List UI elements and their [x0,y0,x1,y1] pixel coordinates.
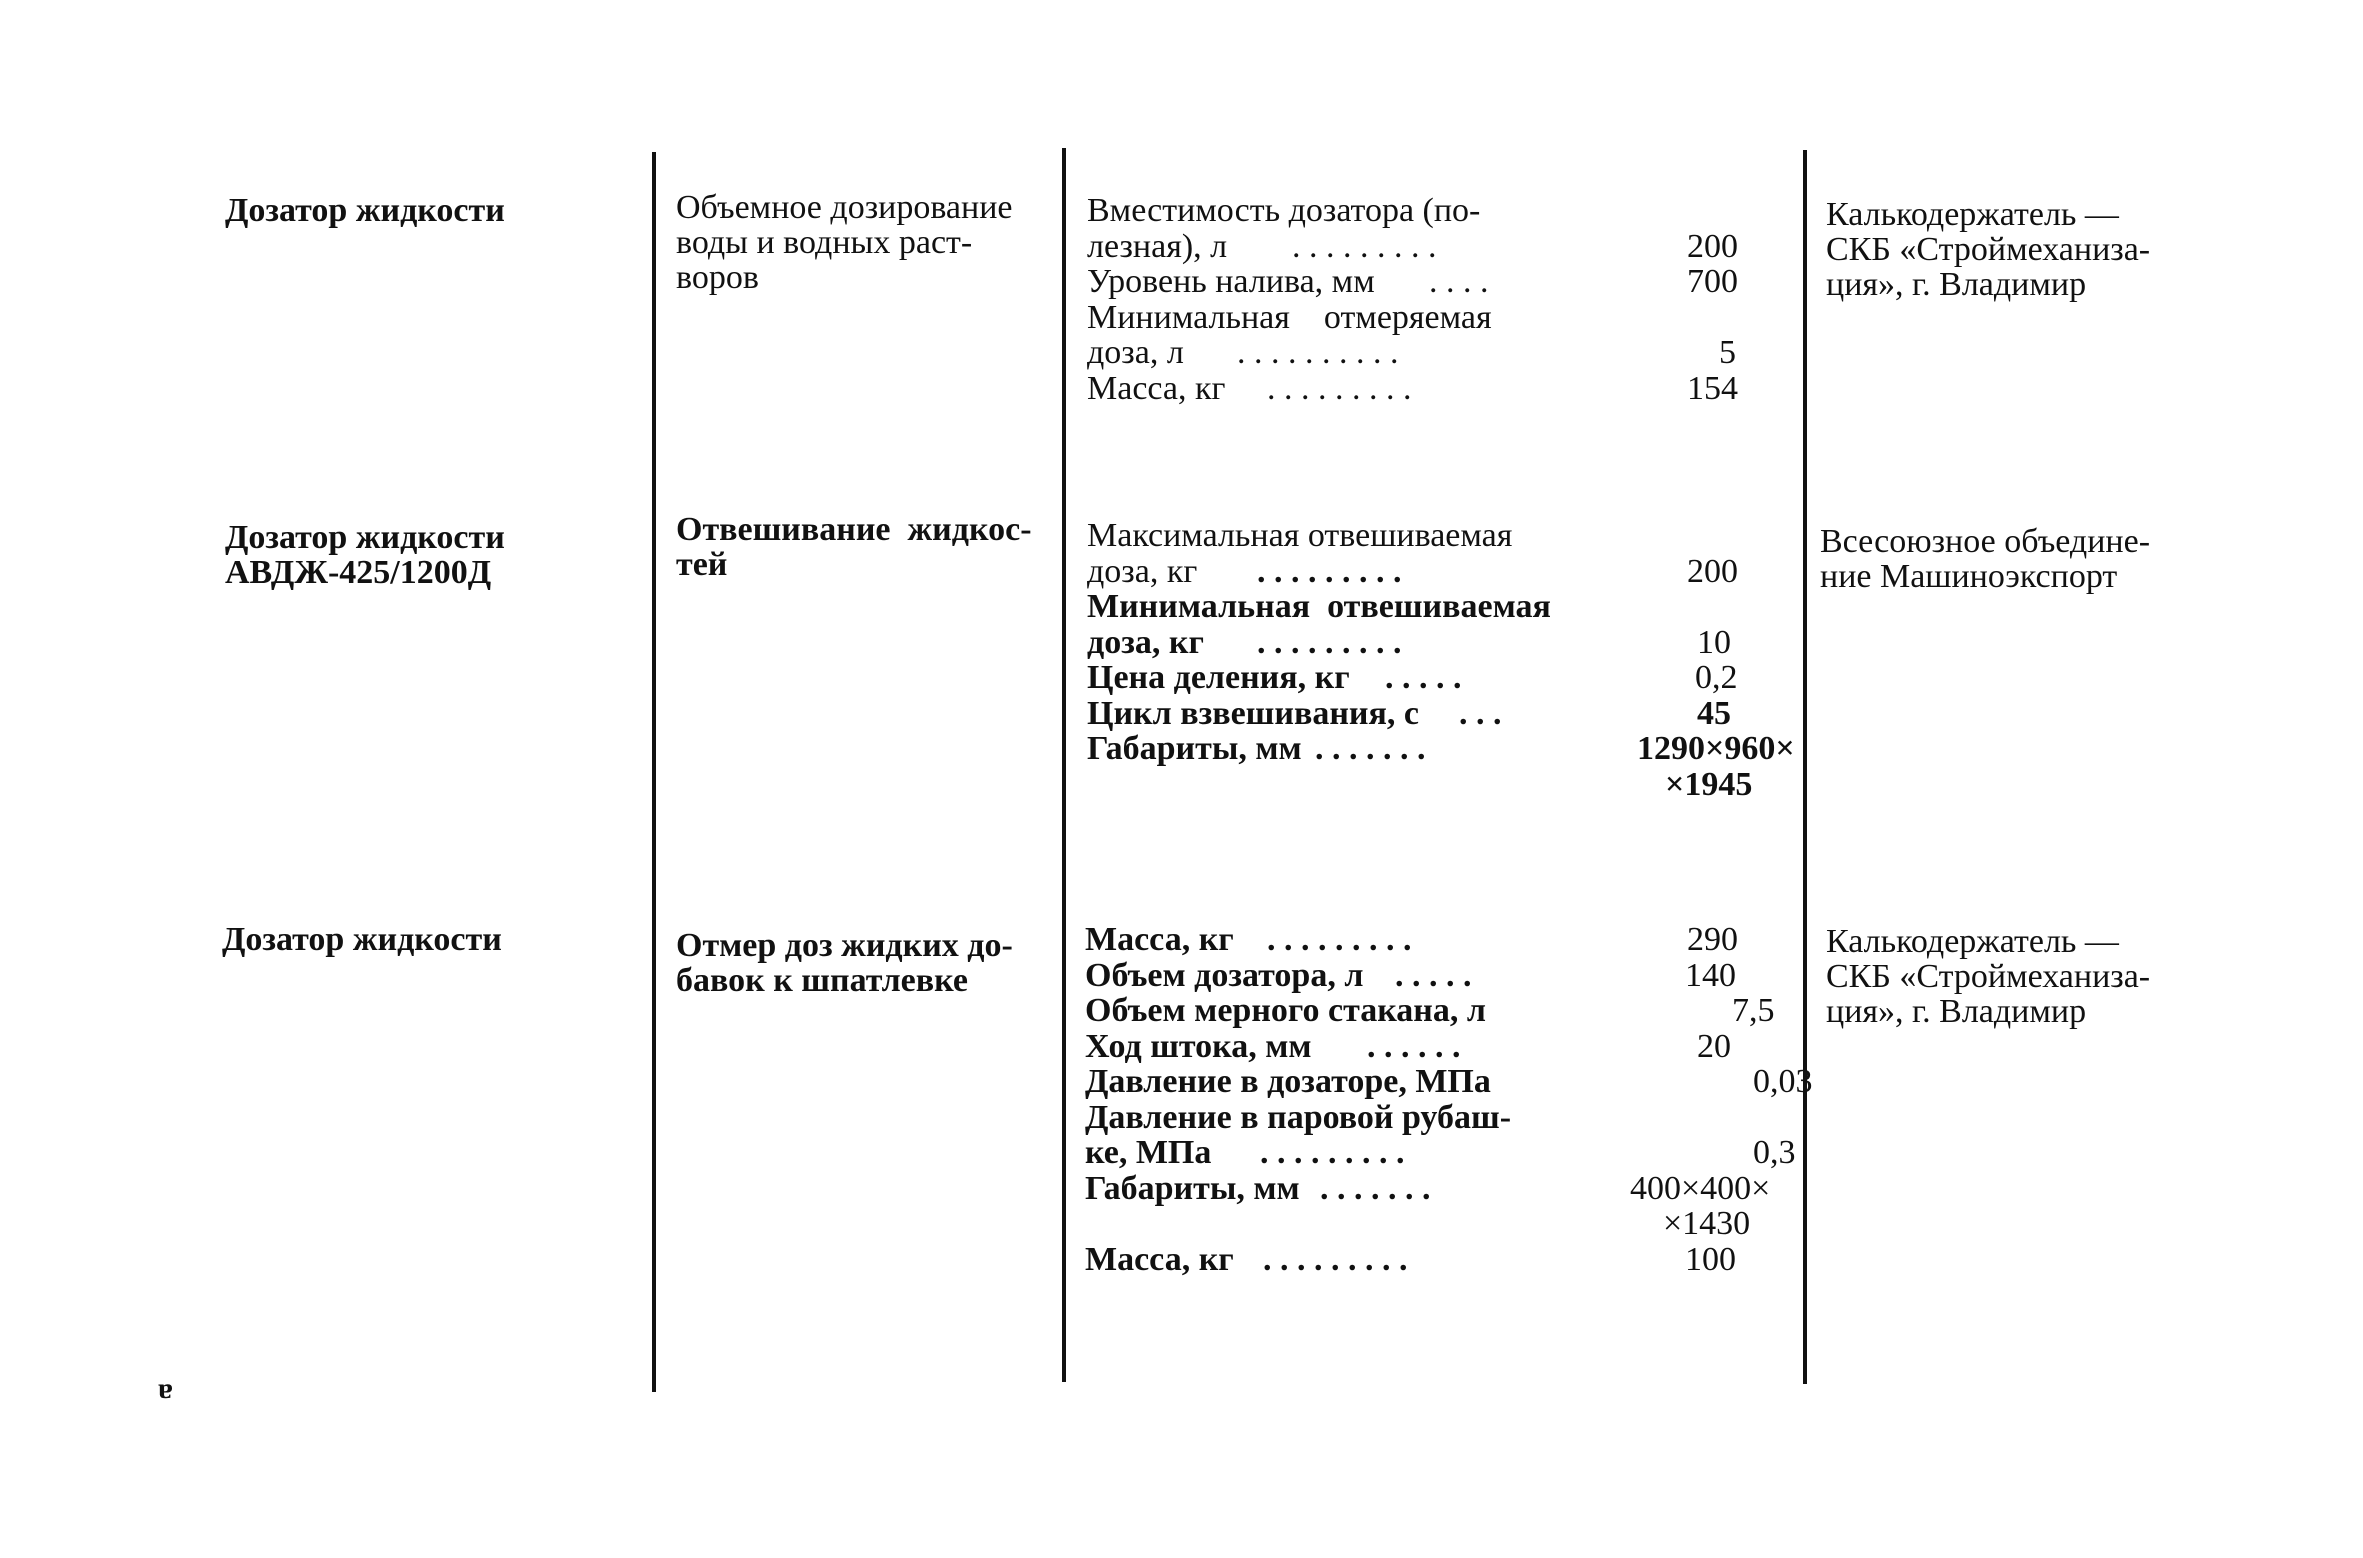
row2-name-line-2: АВДЖ-425/1200Д [225,554,492,591]
row2-manufacturer [1820,524,2150,594]
row1-purpose-line-3: воров [676,259,759,296]
param-row [1085,1242,1785,1278]
param-row [1087,193,1787,229]
param-value: 290 [1687,921,1738,958]
param-leader-dots: . . . . . . . . . [1257,623,1402,661]
param-label: Вместимость дозатора (по- [1087,192,1481,229]
param-label: ке, МПа [1085,1134,1212,1171]
param-label: доза, л [1087,334,1184,371]
param-value: 0,03 [1753,1063,1813,1100]
row3-manufacturer [1826,924,2150,1029]
param-leader-dots: . . . . . [1395,956,1472,994]
row2-name [225,520,505,590]
row1-maker-line-2: СКБ «Строймеханиза- [1826,231,2151,268]
param-label: Цена деления, кг [1087,659,1350,696]
param-leader-dots: . . . . . . [1367,1027,1461,1065]
param-row [1085,1171,1785,1207]
param-value: 7,5 [1732,992,1775,1029]
param-leader-dots: . . . . . . . . . . [1237,334,1399,371]
param-value: 400×400× [1630,1169,1771,1207]
param-row [1085,1063,1813,1100]
param-row [1085,993,1785,1029]
row2-name-line-1: Дозатор жидкости [225,519,505,556]
param-row [1087,625,1787,661]
param-label: Масса, кг [1085,921,1234,958]
param-value: ×1430 [1663,1205,1751,1242]
row3-purpose-line-1: Отмер доз жидких до- [676,927,1013,964]
param-value: 200 [1687,552,1738,590]
param-row [1085,958,1785,994]
param-label: доза, кг [1087,623,1204,661]
param-row [1087,229,1787,265]
param-label: Давление в дозаторе, МПа [1085,1063,1491,1100]
row3-name [222,922,502,957]
row1-name [225,193,505,228]
row1-purpose-line-1: Объемное дозирование [676,189,1013,226]
param-row [1087,518,1787,554]
row2-purpose-line-1: Отвешивание жидкос- [676,511,1032,548]
param-value: 700 [1687,263,1738,300]
param-label: Объем мерного стакана, л [1085,992,1486,1029]
param-value: 20 [1697,1027,1731,1065]
row1-params [1087,193,1787,406]
param-label: Габариты, мм [1087,730,1302,767]
row1-manufacturer [1826,197,2150,302]
row1-purpose [676,190,1013,295]
param-row [1087,730,1795,767]
row3-params [1085,921,1813,1278]
param-leader-dots: . . . . . . . . . [1292,227,1437,265]
param-row [1085,1206,1785,1242]
column-divider-2 [1062,148,1066,1382]
row3-name-line: Дозатор жидкости [222,921,502,958]
param-label: Минимальная отвешиваемая [1087,588,1551,625]
param-label: Минимальная отмеряемая [1087,298,1492,336]
param-label: лезная), л [1087,227,1228,265]
param-leader-dots: . . . . . . . . . [1257,552,1402,590]
param-value: 0,2 [1695,659,1738,696]
param-leader-dots: . . . . . . . [1320,1169,1431,1207]
param-value: 1290×960× [1637,730,1795,767]
column-divider-1 [652,152,656,1392]
param-label: Объем дозатора, л [1085,956,1364,994]
row2-purpose-line-2: тей [676,546,728,583]
param-value: 140 [1685,956,1736,994]
row2-purpose [676,512,1032,582]
param-leader-dots: . . . [1459,694,1502,732]
param-value: 45 [1697,694,1731,732]
row2-params [1087,517,1795,803]
param-row [1087,554,1787,590]
param-value: 200 [1687,227,1738,265]
param-row [1087,300,1787,336]
param-value: 5 [1719,334,1736,371]
param-value: 10 [1697,623,1731,661]
param-label: доза, кг [1087,552,1198,590]
param-row [1087,767,1787,803]
param-row [1085,1100,1785,1136]
row3-purpose [676,928,1013,998]
row2-maker-line-2: ние Машиноэкспорт [1820,558,2118,595]
param-row [1087,660,1787,696]
row3-purpose-line-2: бавок к шпатлевке [676,962,968,999]
param-leader-dots: . . . . . . . [1315,730,1426,767]
param-label: Масса, кг [1085,1240,1234,1278]
param-row [1087,589,1787,625]
param-label: Масса, кг [1087,369,1226,407]
param-row [1085,1134,1796,1171]
row3-maker-line-2: СКБ «Строймеханиза- [1826,958,2151,995]
row1-purpose-line-2: воды и водных раст- [676,224,973,261]
param-row [1085,922,1785,958]
param-label: Давление в паровой рубаш- [1085,1098,1512,1136]
param-value: 154 [1687,369,1738,407]
param-row [1087,371,1787,407]
row1-name-line: Дозатор жидкости [225,192,505,229]
param-label: Габариты, мм [1085,1169,1300,1207]
row1-maker-line-3: ция», г. Владимир [1826,266,2087,303]
page-number-mark: ɐ [158,1372,173,1405]
param-leader-dots: . . . . [1429,263,1489,300]
row3-maker-line-3: ция», г. Владимир [1826,993,2087,1030]
param-label: Уровень налива, мм [1087,263,1375,300]
param-label: Максимальная отвешиваемая [1087,517,1513,554]
param-leader-dots: . . . . . . . . . [1260,1134,1405,1171]
param-label: Ход штока, мм [1085,1027,1312,1065]
param-value: 0,3 [1753,1134,1796,1171]
param-label: Цикл взвешивания, с [1087,694,1419,732]
param-leader-dots: . . . . . . . . . [1267,921,1412,958]
param-leader-dots: . . . . . [1385,659,1462,696]
row1-maker-line-1: Калькодержатель — [1826,196,2119,233]
row2-maker-line-1: Всесоюзное объедине- [1820,523,2151,560]
param-value: 100 [1685,1240,1736,1278]
param-row [1087,264,1787,300]
row3-maker-line-1: Калькодержатель — [1826,923,2119,960]
param-leader-dots: . . . . . . . . . [1263,1240,1408,1278]
param-row [1087,335,1787,371]
param-leader-dots: . . . . . . . . . [1267,369,1412,407]
param-value: ×1945 [1665,765,1753,803]
param-row [1087,696,1787,732]
param-row [1085,1029,1785,1065]
